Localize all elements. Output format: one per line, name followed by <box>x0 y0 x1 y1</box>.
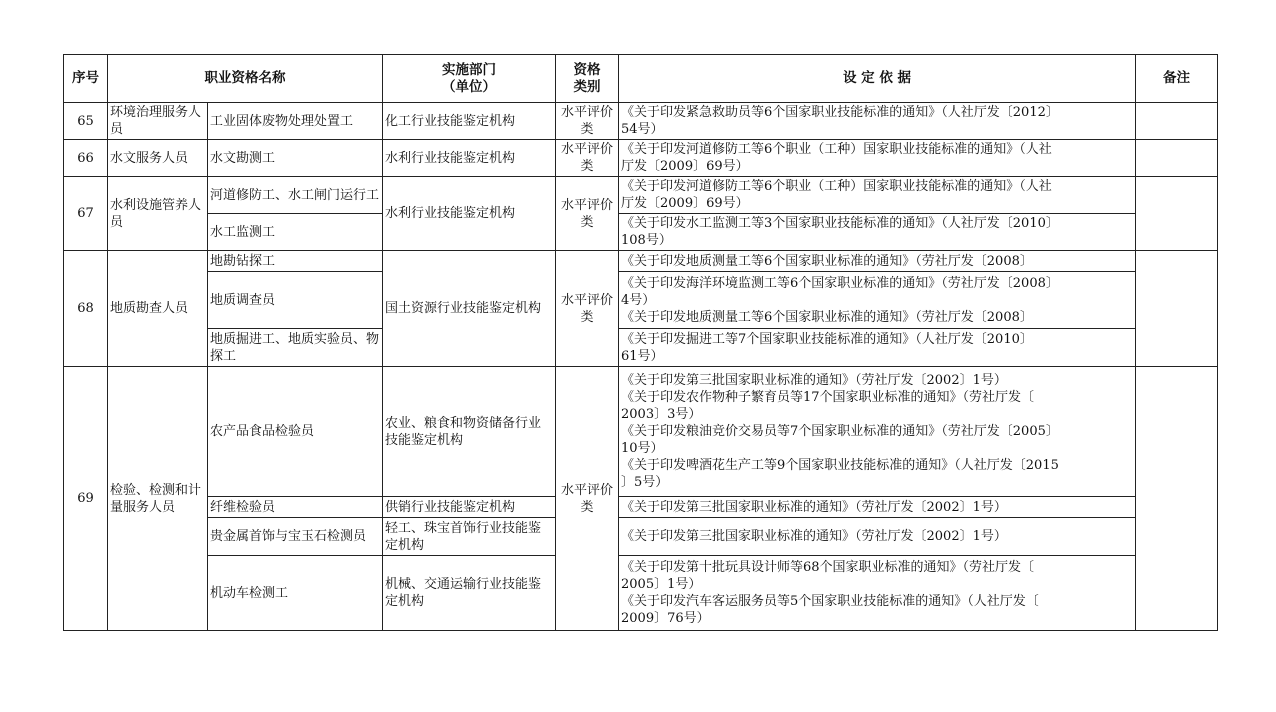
group-cell: 地质勘查人员 <box>108 251 208 367</box>
basis-line: 2003〕3号） <box>621 407 702 422</box>
dept-cell: 国土资源行业技能鉴定机构 <box>383 251 556 367</box>
basis-cell <box>619 272 1136 329</box>
basis-line: 61号） <box>621 348 664 364</box>
basis-cell <box>619 367 1136 497</box>
remark-cell <box>1136 177 1218 251</box>
job-name-cell: 贵金属首饰与宝玉石检测员 <box>208 518 383 556</box>
seq-cell: 68 <box>64 251 108 367</box>
header-seq: 序号 <box>64 55 108 103</box>
category-cell: 水平评价类 <box>556 367 619 631</box>
basis-cell <box>619 140 1136 177</box>
basis-line: 《关于印发掘进工等7个国家职业技能标准的通知》（人社厅发〔2010〕 <box>621 331 1033 347</box>
basis-cell <box>619 329 1136 367</box>
header-row <box>64 55 1218 103</box>
seq-cell: 69 <box>64 367 108 631</box>
category-cell: 水平评价类 <box>556 103 619 140</box>
basis-line: 《关于印发河道修防工等6个职业（工种）国家职业技能标准的通知》（人社 <box>621 179 1052 194</box>
basis-cell <box>619 177 1136 214</box>
basis-line: 厅发〔2009〕69号） <box>621 196 749 211</box>
remark-cell <box>1136 251 1218 367</box>
basis-line: 《关于印发啤酒花生产工等9个国家职业技能标准的通知》（人社厅发〔2015 <box>621 458 1059 473</box>
group-cell: 水利设施管养人员 <box>108 177 208 251</box>
table-row <box>64 497 1218 518</box>
seq-cell: 65 <box>64 103 108 140</box>
header-dept-line: 实施部门 <box>442 61 496 78</box>
job-name-cell: 水工监测工 <box>208 214 383 251</box>
table-row <box>64 103 1218 140</box>
basis-line: 《关于印发第三批国家职业标准的通知》（劳社厅发〔2002〕1号） <box>621 529 1007 544</box>
category-cell: 水平评价类 <box>556 140 619 177</box>
job-name-cell: 纤维检验员 <box>208 497 383 518</box>
dept-cell: 水利行业技能鉴定机构 <box>383 140 556 177</box>
dept-cell: 机械、交通运输行业技能鉴定机构 <box>383 556 556 631</box>
basis-cell <box>619 518 1136 556</box>
group-cell: 水文服务人员 <box>108 140 208 177</box>
table-row <box>64 518 1218 556</box>
group-cell: 环境治理服务人员 <box>108 103 208 140</box>
job-name-cell: 水文勘测工 <box>208 140 383 177</box>
job-name-cell: 工业固体废物处理处置工 <box>208 103 383 140</box>
basis-line: 《关于印发紧急救助员等6个国家职业技能标准的通知》（人社厅发〔2012〕 <box>621 105 1059 120</box>
basis-line: 〕5号） <box>621 475 669 490</box>
dept-cell: 轻工、珠宝首饰行业技能鉴定机构 <box>383 518 556 556</box>
job-name-cell: 河道修防工、水工闸门运行工 <box>208 177 383 214</box>
basis-line: 《关于印发海洋环境监测工等6个国家职业标准的通知》（劳社厅发〔2008〕 <box>621 275 1059 291</box>
basis-line: 《关于印发水工监测工等3个国家职业技能标准的通知》（人社厅发〔2010〕 <box>621 216 1059 231</box>
basis-line: 《关于印发第三批国家职业标准的通知》（劳社厅发〔2002〕1号） <box>621 499 1007 515</box>
job-name-cell: 地勘钻探工 <box>208 251 383 272</box>
basis-line: 《关于印发汽车客运服务员等5个国家职业技能标准的通知》（人社厅发〔 <box>621 594 1039 609</box>
job-name-cell: 地质掘进工、地质实验员、物探工 <box>208 329 383 367</box>
dept-cell: 化工行业技能鉴定机构 <box>383 103 556 140</box>
remark-cell <box>1136 140 1218 177</box>
remark-cell <box>1136 367 1218 631</box>
header-dept <box>383 55 556 103</box>
basis-line: 《关于印发地质测量工等6个国家职业标准的通知》（劳社厅发〔2008〕 <box>621 253 1033 269</box>
header-name: 职业资格名称 <box>108 55 383 103</box>
seq-cell: 66 <box>64 140 108 177</box>
basis-line: 108号） <box>621 233 672 248</box>
basis-line: 《关于印发河道修防工等6个职业（工种）国家职业技能标准的通知》（人社 <box>621 142 1052 157</box>
basis-line: 54号） <box>621 122 664 137</box>
category-cell: 水平评价类 <box>556 177 619 251</box>
job-name-cell: 机动车检测工 <box>208 556 383 631</box>
basis-line: 《关于印发第十批玩具设计师等68个国家职业标准的通知》（劳社厅发〔 <box>621 560 1035 575</box>
basis-cell <box>619 497 1136 518</box>
header-category <box>556 55 619 103</box>
basis-line: 4号） <box>621 292 656 308</box>
table-row <box>64 367 1218 497</box>
dept-cell: 水利行业技能鉴定机构 <box>383 177 556 251</box>
table-row <box>64 214 1218 251</box>
group-cell: 检验、检测和计量服务人员 <box>108 367 208 631</box>
qualification-table <box>63 54 1218 631</box>
header-dept-line: （单位） <box>442 78 496 95</box>
basis-line: 《关于印发农作物种子繁育员等17个国家职业标准的通知》（劳社厅发〔 <box>621 390 1035 405</box>
remark-cell <box>1136 103 1218 140</box>
basis-cell <box>619 214 1136 251</box>
basis-line: 《关于印发第三批国家职业标准的通知》（劳社厅发〔2002〕1号） <box>621 373 1007 388</box>
dept-cell: 农业、粮食和物资储备行业技能鉴定机构 <box>383 367 556 497</box>
basis-cell <box>619 103 1136 140</box>
basis-line: 厅发〔2009〕69号） <box>621 159 749 174</box>
basis-cell <box>619 251 1136 272</box>
table-row <box>64 177 1218 214</box>
header-category-line: 类别 <box>573 78 601 95</box>
basis-line: 2009〕76号） <box>621 611 710 626</box>
table-row <box>64 251 1218 272</box>
basis-line: 《关于印发粮油竞价交易员等7个国家职业标准的通知》（劳社厅发〔2005〕 <box>621 424 1059 439</box>
job-name-cell: 地质调查员 <box>208 272 383 329</box>
table-row <box>64 140 1218 177</box>
basis-cell <box>619 556 1136 631</box>
header-category-line: 资格 <box>573 61 601 78</box>
header-basis: 设 定 依 据 <box>619 55 1136 103</box>
seq-cell: 67 <box>64 177 108 251</box>
table-row <box>64 556 1218 631</box>
dept-cell: 供销行业技能鉴定机构 <box>383 497 556 518</box>
basis-line: 《关于印发地质测量工等6个国家职业标准的通知》（劳社厅发〔2008〕 <box>621 309 1033 325</box>
table-row <box>64 272 1218 329</box>
basis-line: 2005〕1号） <box>621 577 702 592</box>
category-cell: 水平评价类 <box>556 251 619 367</box>
job-name-cell: 农产品食品检验员 <box>208 367 383 497</box>
basis-line: 10号） <box>621 441 664 456</box>
table-row <box>64 329 1218 367</box>
header-remark: 备注 <box>1136 55 1218 103</box>
